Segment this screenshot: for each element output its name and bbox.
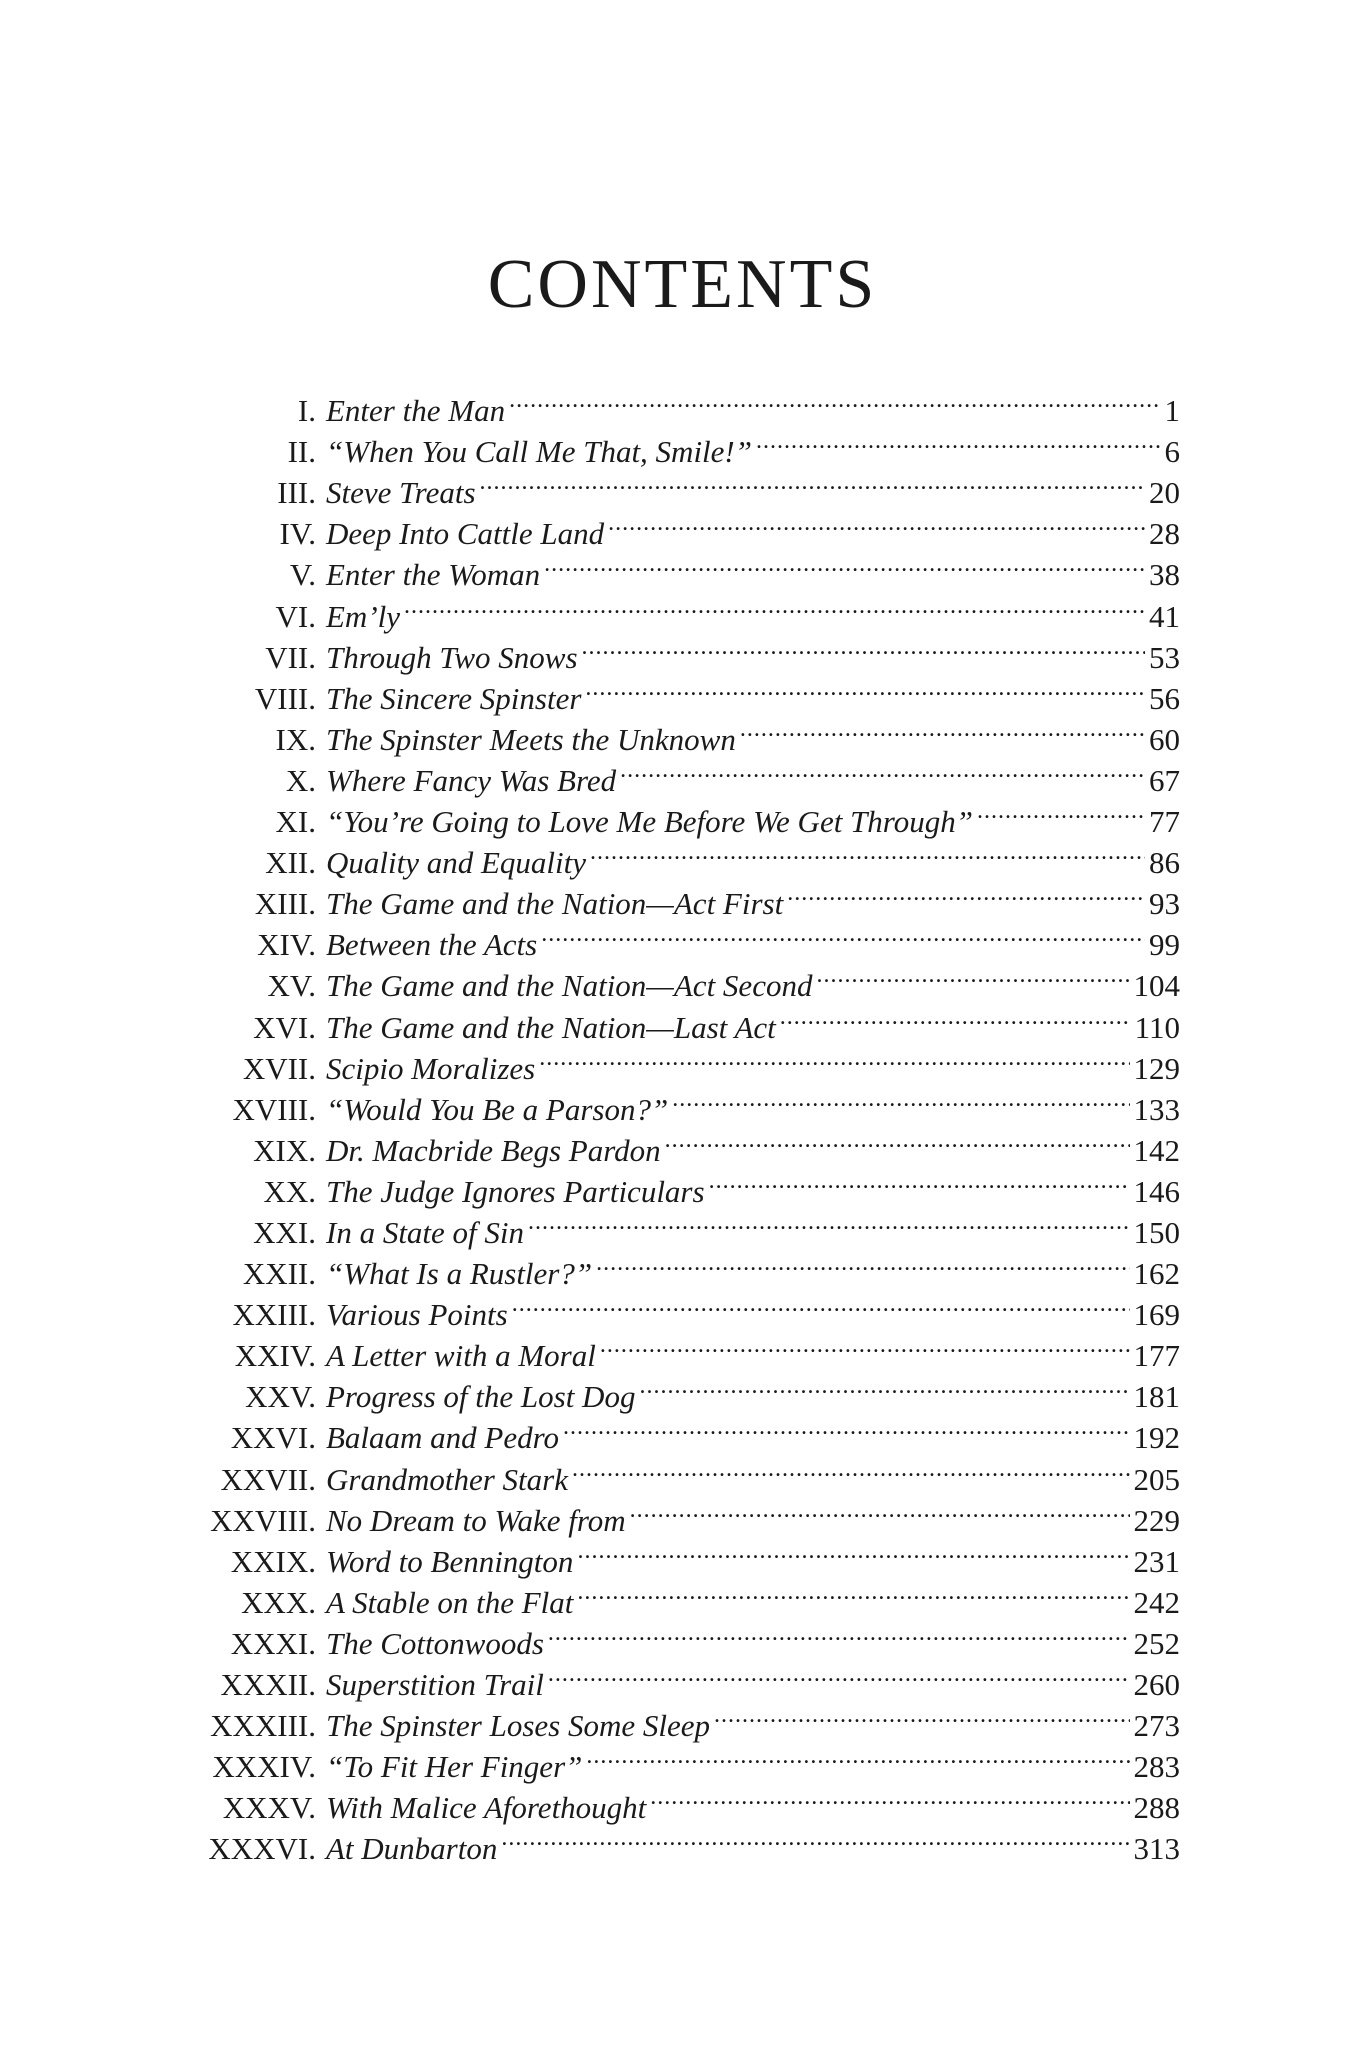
dot-leader [977, 791, 1145, 832]
page-number: 129 [1133, 1050, 1180, 1086]
chapter-title: Progress of the Lost Dog [326, 1379, 636, 1415]
chapter-number: II. [287, 434, 316, 470]
chapter-number: XII. [265, 845, 316, 881]
chapter-number: XX. [263, 1173, 316, 1209]
page-number: 313 [1133, 1831, 1180, 1867]
page-number: 53 [1149, 639, 1180, 675]
page-number: 56 [1149, 680, 1180, 716]
page-number: 162 [1133, 1256, 1180, 1292]
chapter-number: XIV. [257, 927, 316, 963]
dot-leader [740, 709, 1145, 750]
chapter-number: III. [277, 475, 316, 511]
chapter-title: Word to Bennington [326, 1543, 574, 1579]
chapter-title: The Judge Ignores Particulars [326, 1173, 705, 1209]
chapter-title: “To Fit Her Finger” [326, 1749, 583, 1785]
chapter-number: VII. [265, 639, 316, 675]
chapter-title: “Would You Be a Parson?” [326, 1091, 669, 1127]
chapter-number: XXIII. [232, 1297, 316, 1333]
page-number: 99 [1149, 927, 1180, 963]
page-number: 60 [1149, 721, 1180, 757]
dot-leader [501, 1818, 1129, 1859]
chapter-title: The Spinster Loses Some Sleep [326, 1708, 711, 1744]
dot-leader [586, 1736, 1129, 1777]
page-number: 242 [1133, 1584, 1180, 1620]
chapter-title: Through Two Snows [326, 639, 578, 675]
dot-leader [512, 1284, 1130, 1325]
chapter-number: XXVI. [230, 1420, 316, 1456]
chapter-number: XI. [275, 804, 316, 840]
chapter-title: The Game and the Nation—Act Second [326, 968, 813, 1004]
chapter-number: I. [297, 393, 316, 429]
page-number: 133 [1133, 1091, 1180, 1127]
dot-leader [639, 1366, 1129, 1407]
page-number: 288 [1133, 1790, 1180, 1826]
chapter-title: Various Points [326, 1297, 508, 1333]
chapter-number: IX. [275, 721, 316, 757]
page-number: 252 [1133, 1625, 1180, 1661]
chapter-title: Grandmother Stark [326, 1461, 568, 1497]
chapter-title: Dr. Macbride Begs Pardon [326, 1132, 661, 1168]
page-number: 110 [1134, 1009, 1180, 1045]
dot-leader [577, 1531, 1129, 1572]
dot-leader [539, 1038, 1129, 1079]
chapter-title: Balaam and Pedro [326, 1420, 560, 1456]
chapter-number: XXVIII. [210, 1502, 316, 1538]
chapter-title: A Stable on the Flat [326, 1584, 574, 1620]
chapter-title: “When You Call Me That, Smile!” [326, 434, 752, 470]
dot-leader [620, 750, 1145, 791]
chapter-number: XIII. [254, 886, 316, 922]
chapter-title: Superstition Trail [326, 1667, 544, 1702]
toc-entry [185, 380, 1180, 429]
chapter-number: XVII. [242, 1050, 316, 1086]
page-number: 231 [1133, 1543, 1180, 1579]
chapter-number: XXXIII. [210, 1708, 316, 1744]
chapter-title: The Cottonwoods [326, 1625, 544, 1661]
chapter-number: XXV. [245, 1379, 316, 1415]
page-number: 177 [1133, 1338, 1180, 1374]
page-number: 142 [1133, 1132, 1180, 1168]
dot-leader [544, 544, 1145, 585]
chapter-title: The Spinster Meets the Unknown [326, 721, 736, 757]
chapter-number: XXXII. [220, 1667, 316, 1702]
dot-leader [577, 1572, 1129, 1613]
dot-leader [585, 668, 1145, 709]
chapter-title: Scipio Moralizes [326, 1050, 536, 1086]
page-number: 1 [1164, 393, 1180, 429]
chapter-title: No Dream to Wake from [326, 1502, 626, 1538]
chapter-number: XXXV. [222, 1790, 316, 1826]
dot-leader [404, 585, 1145, 626]
dot-leader [714, 1695, 1129, 1736]
chapter-title: Enter the Woman [326, 557, 541, 593]
chapter-number: XXIX. [230, 1543, 316, 1579]
chapter-title: The Sincere Spinster [326, 680, 582, 716]
chapter-number: X. [285, 762, 316, 798]
chapter-number: XXI. [253, 1214, 316, 1250]
chapter-title: At Dunbarton [326, 1831, 498, 1867]
page-title: CONTENTS [487, 246, 878, 323]
chapter-number: IV. [279, 516, 316, 552]
chapter-title: Enter the Man [326, 393, 506, 429]
page-number: 169 [1133, 1297, 1180, 1333]
dot-leader [590, 832, 1145, 873]
page-number: 20 [1149, 475, 1180, 511]
chapter-number: XXXI. [230, 1625, 316, 1661]
dot-leader [630, 1490, 1130, 1531]
page-number: 146 [1133, 1173, 1180, 1209]
chapter-number: XXII. [242, 1256, 316, 1292]
chapter-number: VIII. [254, 680, 316, 716]
dot-leader [528, 1202, 1129, 1243]
page-number: 205 [1133, 1461, 1180, 1497]
table-of-contents [185, 380, 1180, 1867]
dot-leader [816, 955, 1129, 996]
chapter-title: Quality and Equality [326, 845, 587, 881]
chapter-number: V. [289, 557, 316, 593]
chapter-title: Between the Acts [326, 927, 538, 963]
page-number: 229 [1133, 1502, 1180, 1538]
page-number: 104 [1133, 968, 1180, 1004]
dot-leader [548, 1654, 1130, 1695]
chapter-title: “You’re Going to Love Me Before We Get Through” [326, 804, 973, 840]
page-number: 38 [1149, 557, 1180, 593]
chapter-number: XVIII. [232, 1091, 316, 1127]
chapter-number: XXXIV. [212, 1749, 316, 1785]
dot-leader [548, 1613, 1130, 1654]
dot-leader [780, 996, 1131, 1037]
chapter-title: Steve Treats [326, 475, 476, 511]
page-number: 93 [1149, 886, 1180, 922]
dot-leader [572, 1448, 1130, 1489]
chapter-title: In a State of Sin [326, 1214, 525, 1250]
dot-leader [596, 1243, 1129, 1284]
dot-leader [541, 914, 1145, 955]
dot-leader [509, 380, 1160, 421]
chapter-title: Em’ly [326, 598, 401, 634]
chapter-number: XXIV. [234, 1338, 316, 1374]
dot-leader [608, 503, 1145, 544]
page-number: 150 [1133, 1214, 1180, 1250]
page-number: 192 [1133, 1420, 1180, 1456]
dot-leader [650, 1777, 1129, 1818]
chapter-title: A Letter with a Moral [326, 1338, 596, 1374]
dot-leader [563, 1407, 1129, 1448]
chapter-number: XXVII. [220, 1461, 316, 1497]
chapter-number: VI. [275, 598, 316, 634]
chapter-title: With Malice Aforethought [326, 1790, 647, 1826]
page-number: 273 [1133, 1708, 1180, 1744]
dot-leader [665, 1120, 1130, 1161]
page-number: 67 [1149, 762, 1180, 798]
dot-leader [787, 873, 1145, 914]
page-number: 77 [1149, 804, 1180, 840]
dot-leader [582, 627, 1145, 668]
chapter-number: XVI. [253, 1009, 316, 1045]
chapter-title: “What Is a Rustler?” [326, 1256, 593, 1292]
dot-leader [600, 1325, 1130, 1366]
page-number: 283 [1133, 1749, 1180, 1785]
page-number: 41 [1149, 598, 1180, 634]
chapter-number: XIX. [253, 1132, 316, 1168]
chapter-number: XXXVI. [208, 1831, 316, 1867]
dot-leader [672, 1079, 1129, 1120]
chapter-number: XV. [267, 968, 316, 1004]
page-number: 181 [1133, 1379, 1180, 1415]
chapter-title: Deep Into Cattle Land [326, 516, 605, 552]
page-number: 260 [1133, 1667, 1180, 1702]
chapter-title: Where Fancy Was Bred [326, 762, 617, 798]
dot-leader [480, 462, 1145, 503]
page-number: 6 [1164, 434, 1180, 470]
chapter-title: The Game and the Nation—Act First [326, 886, 784, 922]
chapter-number: XXX. [241, 1584, 316, 1620]
page-number: 86 [1149, 845, 1180, 881]
chapter-title: The Game and the Nation—Last Act [326, 1009, 776, 1045]
dot-leader [756, 421, 1161, 462]
page-number: 28 [1149, 516, 1180, 552]
dot-leader [709, 1161, 1130, 1202]
